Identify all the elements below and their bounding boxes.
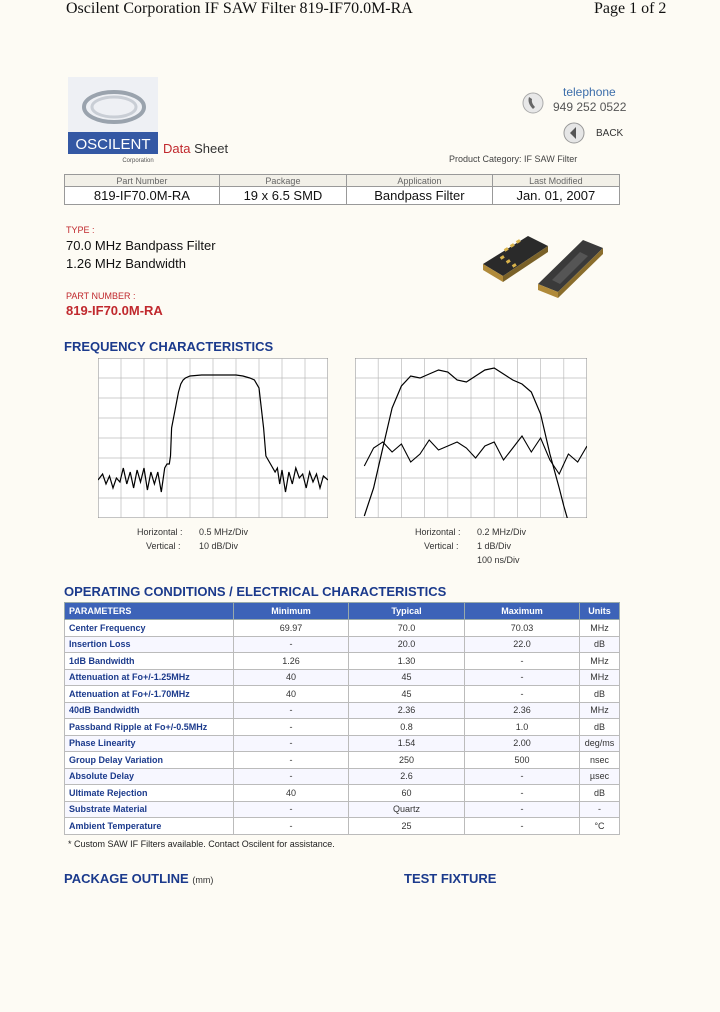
spec-row: [65, 719, 620, 736]
spec-minimum: -: [234, 818, 349, 835]
info-header-application: Application: [347, 175, 493, 187]
spec-maximum: 1.0: [465, 719, 580, 736]
oscilent-logo[interactable]: [68, 77, 158, 165]
chart2-vertical-value: 1 dB/Div: [477, 541, 512, 551]
product-category: Product Category: IF SAW Filter: [449, 154, 578, 164]
spec-parameter: Center Frequency: [65, 620, 234, 637]
spec-maximum: -: [465, 768, 580, 785]
spec-parameter: Insertion Loss: [65, 636, 234, 653]
spec-units: MHz: [580, 669, 620, 686]
spec-header-minimum: Minimum: [234, 603, 349, 620]
back-link[interactable]: BACK: [596, 128, 624, 139]
logo-sub: Corporation: [122, 158, 154, 164]
telephone-number[interactable]: 949 252 0522: [553, 100, 627, 114]
spec-maximum: 2.36: [465, 702, 580, 719]
data-sheet-label: [163, 141, 228, 156]
spec-minimum: -: [234, 801, 349, 818]
spec-minimum: 40: [234, 686, 349, 703]
spec-row: [65, 768, 620, 785]
spec-parameter: Passband Ripple at Fo+/-0.5MHz: [65, 719, 234, 736]
spec-row: [65, 818, 620, 835]
spec-row: [65, 735, 620, 752]
custom-filter-note: * Custom SAW IF Filters available. Contact Oscilent for assistance.: [68, 839, 335, 849]
chart2-vertical-value-2: 100 ns/Div: [477, 555, 520, 565]
spec-typical: 250: [349, 752, 465, 769]
spec-units: µsec: [580, 768, 620, 785]
spec-units: dB: [580, 636, 620, 653]
frequency-characteristics-title: FREQUENCY CHARACTERISTICS: [64, 339, 274, 354]
passband-chart: [355, 358, 587, 518]
operating-conditions-title: OPERATING CONDITIONS / ELECTRICAL CHARACTERISTICS: [64, 584, 447, 599]
spec-typical: 25: [349, 818, 465, 835]
spec-units: MHz: [580, 702, 620, 719]
chart2-vertical-label: Vertical :: [424, 541, 459, 551]
data-word: Data: [163, 141, 191, 156]
chart1-vertical-label: Vertical :: [146, 541, 181, 551]
spec-parameter: Absolute Delay: [65, 768, 234, 785]
spec-maximum: -: [465, 653, 580, 670]
package-outline-title: [64, 871, 213, 886]
telephone-icon[interactable]: [522, 90, 544, 116]
spec-parameter: Group Delay Variation: [65, 752, 234, 769]
chart1-vertical-value: 10 dB/Div: [199, 541, 239, 551]
spec-row: [65, 669, 620, 686]
info-application: Bandpass Filter: [347, 187, 493, 205]
spec-maximum: -: [465, 785, 580, 802]
telephone-label: telephone: [563, 85, 616, 99]
spec-row: [65, 620, 620, 637]
spec-typical: 2.36: [349, 702, 465, 719]
spec-minimum: -: [234, 702, 349, 719]
spec-units: -: [580, 801, 620, 818]
spec-parameter: Attenuation at Fo+/-1.70MHz: [65, 686, 234, 703]
spec-typical: 0.8: [349, 719, 465, 736]
spec-parameter: Substrate Material: [65, 801, 234, 818]
spec-parameter: Attenuation at Fo+/-1.25MHz: [65, 669, 234, 686]
spec-typical: Quartz: [349, 801, 465, 818]
spec-parameter: 40dB Bandwidth: [65, 702, 234, 719]
spec-units: dB: [580, 686, 620, 703]
type-line-2: 1.26 MHz Bandwidth: [66, 256, 186, 271]
saw-filter-chip-photo: [478, 226, 608, 302]
spec-units: deg/ms: [580, 735, 620, 752]
spec-minimum: -: [234, 735, 349, 752]
electrical-characteristics-table: [64, 602, 620, 835]
spec-maximum: -: [465, 669, 580, 686]
spec-minimum: 69.97: [234, 620, 349, 637]
spec-parameter: Phase Linearity: [65, 735, 234, 752]
spec-maximum: -: [465, 818, 580, 835]
part-number-value: 819-IF70.0M-RA: [66, 303, 163, 318]
info-package: 19 x 6.5 SMD: [219, 187, 346, 205]
spec-row: [65, 801, 620, 818]
back-arrow-icon[interactable]: [563, 122, 585, 144]
spec-maximum: -: [465, 686, 580, 703]
info-value-row: [65, 187, 620, 205]
chart2-horizontal-label: Horizontal :: [415, 527, 461, 537]
spec-minimum: 40: [234, 785, 349, 802]
spec-header-typical: Typical: [349, 603, 465, 620]
logo-brand: OSCILENT: [75, 136, 151, 153]
info-header-last-modified: Last Modified: [492, 175, 619, 187]
spec-typical: 1.54: [349, 735, 465, 752]
spec-row: [65, 653, 620, 670]
info-last-modified: Jan. 01, 2007: [492, 187, 619, 205]
spec-row: [65, 636, 620, 653]
part-info-table: [64, 174, 620, 205]
info-part-number: 819-IF70.0M-RA: [65, 187, 220, 205]
sheet-word: Sheet: [194, 141, 229, 156]
type-line-1: 70.0 MHz Bandpass Filter: [66, 238, 216, 253]
part-number-label: PART NUMBER :: [66, 291, 136, 301]
spec-minimum: 1.26: [234, 653, 349, 670]
spec-typical: 60: [349, 785, 465, 802]
spec-typical: 45: [349, 669, 465, 686]
page-indicator: Page 1 of 2: [594, 0, 667, 17]
spec-header-units: Units: [580, 603, 620, 620]
spec-units: MHz: [580, 653, 620, 670]
spec-units: °C: [580, 818, 620, 835]
spec-parameter: Ambient Temperature: [65, 818, 234, 835]
spec-maximum: -: [465, 801, 580, 818]
spec-maximum: 70.03: [465, 620, 580, 637]
test-fixture-title: TEST FIXTURE: [404, 871, 497, 886]
spec-typical: 1.30: [349, 653, 465, 670]
spec-minimum: 40: [234, 669, 349, 686]
spec-minimum: -: [234, 768, 349, 785]
spec-typical: 45: [349, 686, 465, 703]
chart1-horizontal-value: 0.5 MHz/Div: [199, 527, 249, 537]
chip-left: [483, 236, 548, 282]
package-outline-unit: (mm): [192, 875, 214, 885]
info-header-row: [65, 175, 620, 187]
spec-parameter: Ultimate Rejection: [65, 785, 234, 802]
spec-header-parameters: PARAMETERS: [65, 603, 234, 620]
spec-minimum: -: [234, 636, 349, 653]
spec-maximum: 2.00: [465, 735, 580, 752]
spec-parameter: 1dB Bandwidth: [65, 653, 234, 670]
package-outline-label: PACKAGE OUTLINE: [64, 871, 189, 886]
spec-row: [65, 785, 620, 802]
chart1-horizontal-label: Horizontal :: [137, 527, 183, 537]
type-label: TYPE :: [66, 225, 95, 235]
spec-minimum: -: [234, 719, 349, 736]
spec-minimum: -: [234, 752, 349, 769]
document-title: Oscilent Corporation IF SAW Filter 819-IF70.0M-RA: [66, 0, 413, 17]
spec-typical: 20.0: [349, 636, 465, 653]
spec-maximum: 500: [465, 752, 580, 769]
spec-header-row: [65, 603, 620, 620]
spec-typical: 70.0: [349, 620, 465, 637]
spec-row: [65, 752, 620, 769]
frequency-response-chart: [98, 358, 328, 518]
spec-typical: 2.6: [349, 768, 465, 785]
info-header-package: Package: [219, 175, 346, 187]
spec-row: [65, 702, 620, 719]
spec-maximum: 22.0: [465, 636, 580, 653]
spec-units: dB: [580, 719, 620, 736]
spec-header-maximum: Maximum: [465, 603, 580, 620]
spec-row: [65, 686, 620, 703]
spec-units: dB: [580, 785, 620, 802]
info-header-part-number: Part Number: [65, 175, 220, 187]
spec-units: MHz: [580, 620, 620, 637]
spec-units: nsec: [580, 752, 620, 769]
chart2-horizontal-value: 0.2 MHz/Div: [477, 527, 527, 537]
